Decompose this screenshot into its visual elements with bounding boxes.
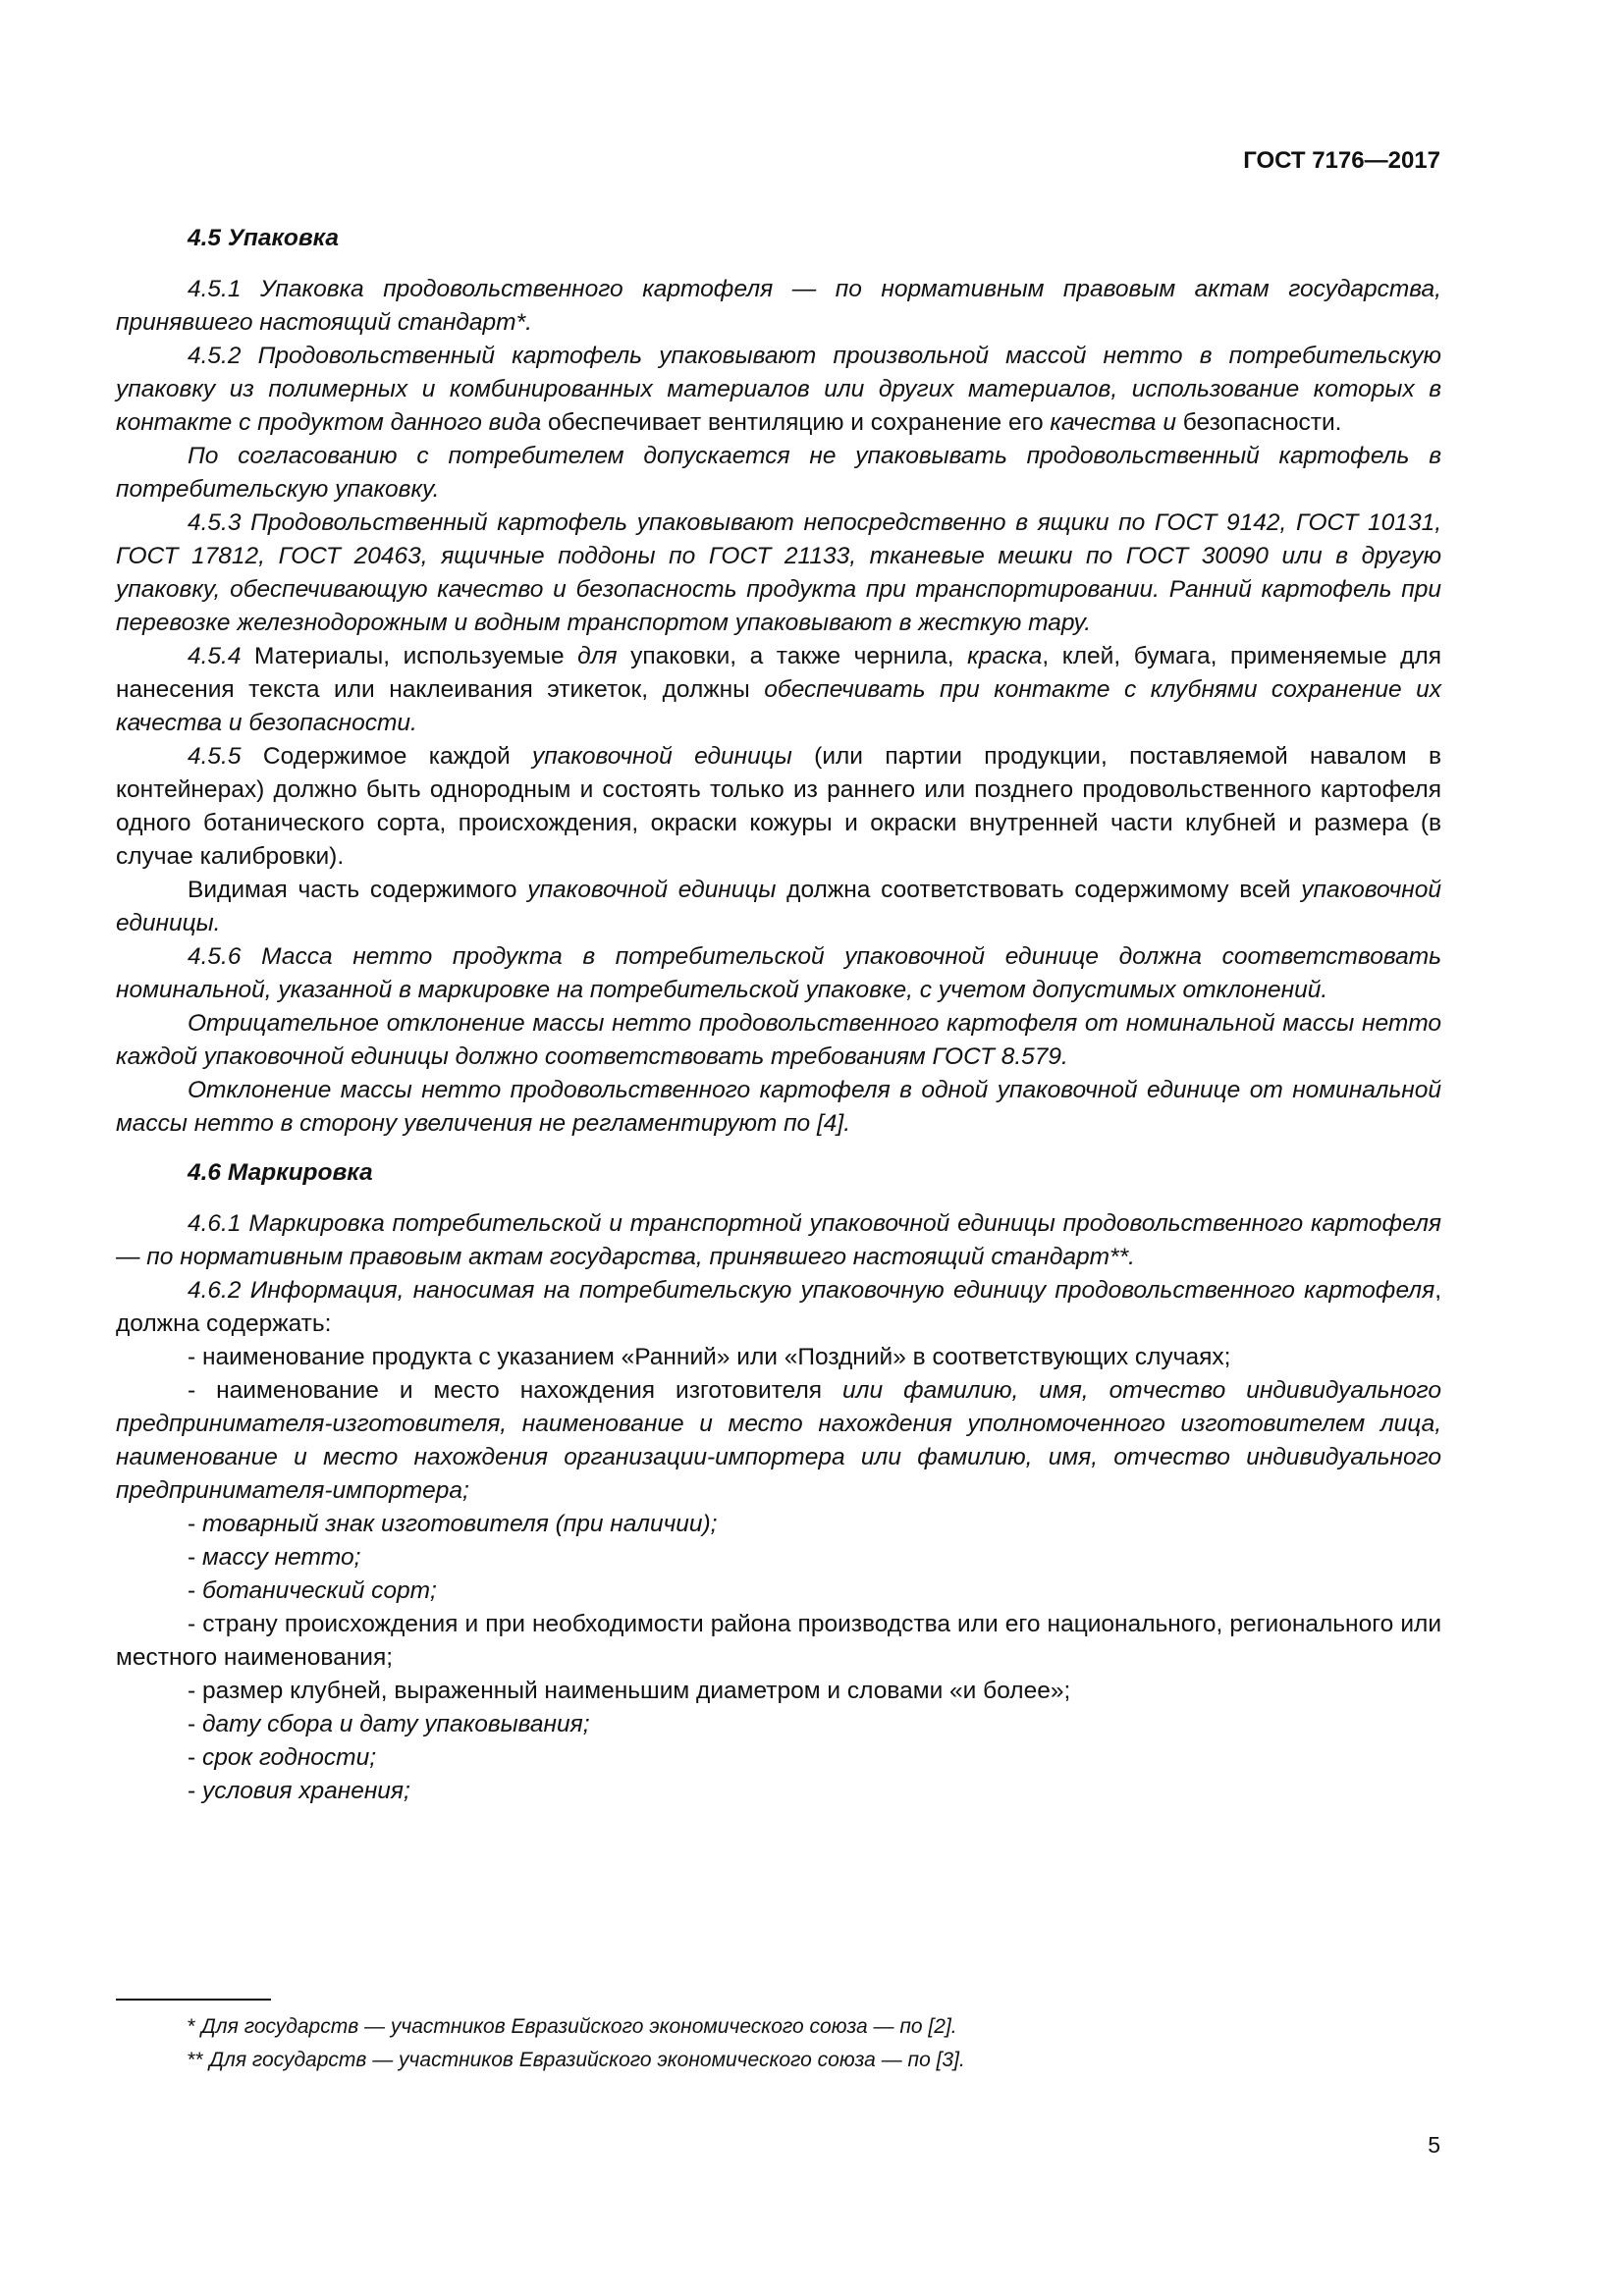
paragraph-4-5-1: 4.5.1 Упаковка продовольственного картофеля — по нормативным правовым актам государства, принявшего настоящий стандарт*. xyxy=(116,276,1441,336)
list-item xyxy=(116,1341,1441,1374)
text-run: - xyxy=(188,1544,202,1571)
text-run: массу нетто; xyxy=(201,1544,361,1571)
text-run: - размер клубней, выраженный наименьшим диаметром и словами «и более»; xyxy=(188,1678,1071,1704)
paragraph-4-5-4 xyxy=(116,640,1441,740)
text-run: для xyxy=(577,643,618,669)
text-run: , должна содержать: xyxy=(116,1277,1441,1337)
page-content xyxy=(116,222,1441,1808)
text-run: , клей, бумага, применяемые для нанесения текста или наклеивания этикеток, должны xyxy=(116,643,1441,703)
paragraph-4-5-6: 4.5.6 Масса нетто продукта в потребительской упаковочной единице должна соответствовать номинальной, указанной в маркировке на потребительской упаковке, с учетом допустимых отклонений. xyxy=(116,943,1441,1003)
text-run: упаковочной единицы. xyxy=(116,877,1441,936)
text-run: - наименование продукта с указанием «Ранний» или «Поздний» в соответствующих случаях; xyxy=(188,1344,1231,1370)
section-heading-marking: 4.6 Маркировка xyxy=(188,1159,373,1186)
text-run: условия хранения; xyxy=(201,1778,410,1804)
text-run: обеспечивает вентиляцию и сохранение его xyxy=(541,409,1051,436)
paragraph-4-5-5 xyxy=(116,740,1441,874)
text-run: Видимая часть содержимого xyxy=(188,877,528,903)
text-run: - страну происхождения и при необходимости района производства или его национального, регионального или местного наименования; xyxy=(116,1611,1441,1671)
text-run: - xyxy=(188,1577,202,1604)
page-number: 5 xyxy=(1428,2132,1440,2158)
text-run: товарный знак изготовителя (при наличии); xyxy=(201,1511,718,1537)
paragraph-4-5-6-note-1: Отрицательное отклонение массы нетто продовольственного картофеля от номинальной массы нетто каждой упаковочной единицы должно соответствовать требованиям ГОСТ 8.579. xyxy=(116,1010,1441,1070)
text-run: качества и xyxy=(1050,409,1176,436)
text-run: или фамилию, имя, отчество индивидуального предпринимателя-изготовителя, наименование и место нахождения уполномоченного изготовителем лица, наименование и место нахождения организации-импортера или фамилию, имя, отчество индивидуального предпринимателя-импортера; xyxy=(116,1377,1441,1504)
list-item xyxy=(116,1775,1441,1808)
text-run: безопасности. xyxy=(1175,409,1342,436)
text-run: 4.5.5 xyxy=(188,743,242,770)
text-run: - наименование и место нахождения изготовителя xyxy=(188,1377,843,1404)
text-run: ботанический сорт; xyxy=(201,1577,437,1604)
text-run: упаковочной единицы xyxy=(532,743,792,770)
list-item xyxy=(116,1508,1441,1541)
text-run: должна соответствовать содержимому всей xyxy=(776,877,1302,903)
text-run: дату сбора и дату упаковывания; xyxy=(201,1711,590,1737)
list-item xyxy=(116,1374,1441,1508)
text-run: 4.6.2 Информация, наносимая на потребительскую упаковочную единицу продовольственного картофеля xyxy=(188,1277,1435,1304)
list-item xyxy=(116,1575,1441,1608)
text-run: Содержимое каждой xyxy=(241,743,532,770)
text-run: - xyxy=(188,1711,202,1737)
list-item xyxy=(116,1675,1441,1708)
list-item xyxy=(116,1541,1441,1575)
footnote-mark: * xyxy=(188,2015,196,2038)
paragraph-4-5-2-note: По согласованию с потребителем допускается не упаковывать продовольственный картофель в потребительскую упаковку. xyxy=(116,443,1441,503)
document-id-header: ГОСТ 7176—2017 xyxy=(1243,147,1440,174)
paragraph-4-6-2 xyxy=(116,1274,1441,1341)
text-run: 4.5.2 Продовольственный картофель упаковывают произвольной массой нетто в потребительскую упаковку из полимерных и комбинированных материалов или других материалов, использование которых в контакте с продуктом данного вида xyxy=(116,343,1441,436)
list-item xyxy=(116,1608,1441,1675)
footnote-text: Для государств — участников Евразийского экономического союза — по [2]. xyxy=(195,2015,957,2038)
text-run: - xyxy=(188,1778,202,1804)
text-run: (или партии продукции, поставляемой навалом в контейнерах) должно быть однородным и состоять только из раннего или позднего продовольственного картофеля одного ботанического сорта, происхождения, окраски кожуры и окраски внутренней части клубней и размера (в случае калибровки). xyxy=(116,743,1441,870)
paragraph-4-5-5-note xyxy=(116,874,1441,940)
text-run: обеспечивать при контакте с клубнями сохранение их качества и безопасности. xyxy=(116,676,1441,736)
footnote-mark: ** xyxy=(188,2049,204,2071)
text-run: Материалы, используемые xyxy=(241,643,578,669)
list-item xyxy=(116,1741,1441,1775)
text-run: упаковочной единицы xyxy=(527,877,777,903)
text-run: - xyxy=(188,1511,202,1537)
text-run: срок годности; xyxy=(201,1744,377,1771)
paragraph-4-5-2 xyxy=(116,340,1441,440)
list-item xyxy=(116,1708,1441,1741)
footnote-2 xyxy=(116,2044,1441,2077)
paragraph-4-6-1: 4.6.1 Маркировка потребительской и транспортной упаковочной единицы продовольственного картофеля — по нормативным правовым актам государства, принявшего настоящий стандарт**. xyxy=(116,1210,1441,1270)
footnote-1 xyxy=(116,2010,1441,2044)
footnotes xyxy=(116,2010,1441,2077)
footnote-divider xyxy=(116,1999,271,2001)
paragraph-4-5-6-note-2: Отклонение массы нетто продовольственного картофеля в одной упаковочной единице от номинальной массы нетто в сторону увеличения не регламентируют по [4]. xyxy=(116,1077,1441,1137)
text-run: упаковки, а также чернила, xyxy=(617,643,968,669)
text-run: краска xyxy=(967,643,1043,669)
text-run: 4.5.4 xyxy=(188,643,242,669)
paragraph-4-5-3: 4.5.3 Продовольственный картофель упаковывают непосредственно в ящики по ГОСТ 9142, ГОСТ 10131, ГОСТ 17812, ГОСТ 20463, ящичные поддоны по ГОСТ 21133, тканевые мешки по ГОСТ 30090 или в другую упаковку, обеспечивающую качество и безопасность продукта при транспортировании. Ранний картофель при перевозке железнодорожным и водным транспортом упаковывают в жесткую тару. xyxy=(116,509,1441,636)
footnote-text: Для государств — участников Евразийского экономического союза — по [3]. xyxy=(203,2049,965,2071)
text-run: - xyxy=(188,1744,202,1771)
section-heading-packaging: 4.5 Упаковка xyxy=(188,225,339,251)
